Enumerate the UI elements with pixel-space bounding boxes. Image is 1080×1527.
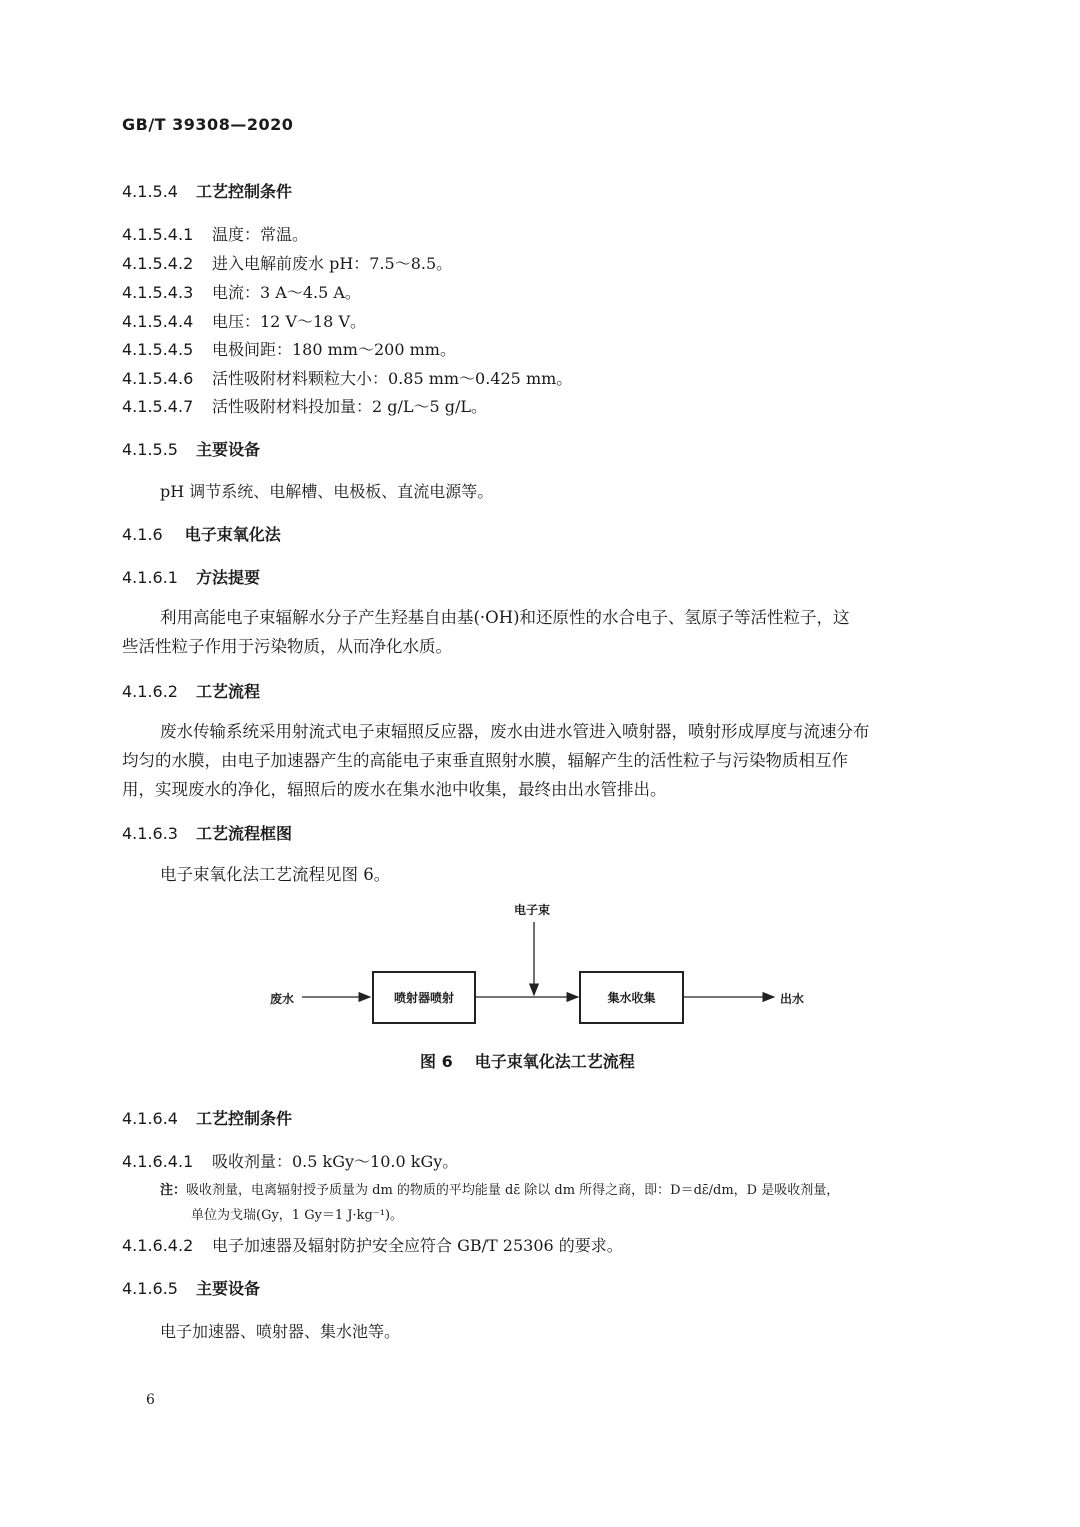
paragraph-line: 废水传输系统采用射流式电子束辐照反应器，废水由进水管进入喷射器，喷射形成厚度与流速分布 xyxy=(160,722,870,741)
section-title: 工艺流程 xyxy=(195,682,260,701)
page-number: 6 xyxy=(146,1392,155,1408)
section-heading xyxy=(122,1106,292,1129)
section-number: 4.1.6.1 xyxy=(122,568,178,587)
item-number: 4.1.5.4.3 xyxy=(122,283,194,302)
item-text: 温度：常温。 xyxy=(212,225,309,244)
note xyxy=(160,1179,839,1202)
item-number: 4.1.5.4.4 xyxy=(122,312,194,331)
item-number: 4.1.5.4.2 xyxy=(122,254,194,273)
paragraph: pH 调节系统、电解槽、电极板、直流电源等。 xyxy=(160,482,494,501)
item-text: 活性吸附材料颗粒大小：0.85 mm～0.425 mm。 xyxy=(212,369,573,388)
paragraph-line: 用，实现废水的净化，辐照后的废水在集水池中收集，最终由出水管排出。 xyxy=(122,780,667,799)
input-label: 废水 xyxy=(270,992,295,1006)
item-number: 4.1.5.4.7 xyxy=(122,397,194,416)
ejector-box: 喷射器喷射 xyxy=(372,971,476,1024)
collection-box: 集水收集 xyxy=(579,971,684,1024)
section-title: 工艺控制条件 xyxy=(195,182,292,201)
output-label: 出水 xyxy=(780,992,805,1006)
item-number: 4.1.6.4.1 xyxy=(122,1152,194,1171)
section-number: 4.1.6 xyxy=(122,525,163,544)
list-item xyxy=(122,1149,458,1172)
paragraph-line: 均匀的水膜，由电子加速器产生的高能电子束垂直照射水膜，辐解产生的活性粒子与污染物质相互作 xyxy=(122,751,848,770)
paragraph: 电子束氧化法工艺流程见图 6。 xyxy=(160,865,391,884)
beam-label: 电子束 xyxy=(514,903,551,917)
section-number: 4.1.6.2 xyxy=(122,682,178,701)
note-text: 吸收剂量，电离辐射授予质量为 dm 的物质的平均能量 dε̄ 除以 dm 所得之商，即：D＝dε̄/dm，D 是吸收剂量， xyxy=(186,1183,840,1198)
figure-caption xyxy=(420,1049,635,1072)
section-title: 电子束氧化法 xyxy=(184,525,281,544)
item-text: 活性吸附材料投加量：2 g/L～5 g/L。 xyxy=(212,397,488,416)
item-number: 4.1.6.4.2 xyxy=(122,1236,194,1255)
item-text: 进入电解前废水 pH：7.5～8.5。 xyxy=(212,254,453,273)
list-item xyxy=(122,1233,623,1256)
section-number: 4.1.6.4 xyxy=(122,1109,178,1128)
item-text: 电极间距：180 mm～200 mm。 xyxy=(212,340,456,359)
section-number: 4.1.5.5 xyxy=(122,440,178,459)
item-number: 4.1.5.4.1 xyxy=(122,225,194,244)
paragraph: 电子加速器、喷射器、集水池等。 xyxy=(160,1322,401,1341)
item-text: 电流：3 A～4.5 A。 xyxy=(212,283,361,302)
section-title: 主要设备 xyxy=(195,1279,260,1298)
item-number: 4.1.5.4.6 xyxy=(122,369,194,388)
section-number: 4.1.6.3 xyxy=(122,824,178,843)
section-title: 方法提要 xyxy=(195,568,260,587)
section-title: 工艺控制条件 xyxy=(195,1109,292,1128)
item-text: 电压：12 V～18 V。 xyxy=(212,312,367,331)
section-title: 工艺流程框图 xyxy=(195,824,292,843)
section-number: 4.1.5.4 xyxy=(122,182,178,201)
standard-id: GB/T 39308—2020 xyxy=(122,115,294,134)
note-continuation: 单位为戈瑞(Gy，1 Gy＝1 J·kg⁻¹)。 xyxy=(191,1208,404,1223)
section-title: 主要设备 xyxy=(195,440,260,459)
item-text: 电子加速器及辐射防护安全应符合 GB/T 25306 的要求。 xyxy=(212,1236,623,1255)
paragraph-line: 些活性粒子作用于污染物质，从而净化水质。 xyxy=(122,637,452,656)
item-text: 吸收剂量：0.5 kGy～10.0 kGy。 xyxy=(212,1152,459,1171)
note-label: 注： xyxy=(160,1183,187,1198)
section-heading xyxy=(122,1276,260,1299)
paragraph-line: 利用高能电子束辐解水分子产生羟基自由基(·OH)和还原性的水合电子、氢原子等活性粒子，这 xyxy=(160,608,850,627)
item-number: 4.1.5.4.5 xyxy=(122,340,194,359)
caption-number: 图 6 xyxy=(420,1052,453,1071)
caption-title: 电子束氧化法工艺流程 xyxy=(474,1052,635,1071)
section-number: 4.1.6.5 xyxy=(122,1279,178,1298)
